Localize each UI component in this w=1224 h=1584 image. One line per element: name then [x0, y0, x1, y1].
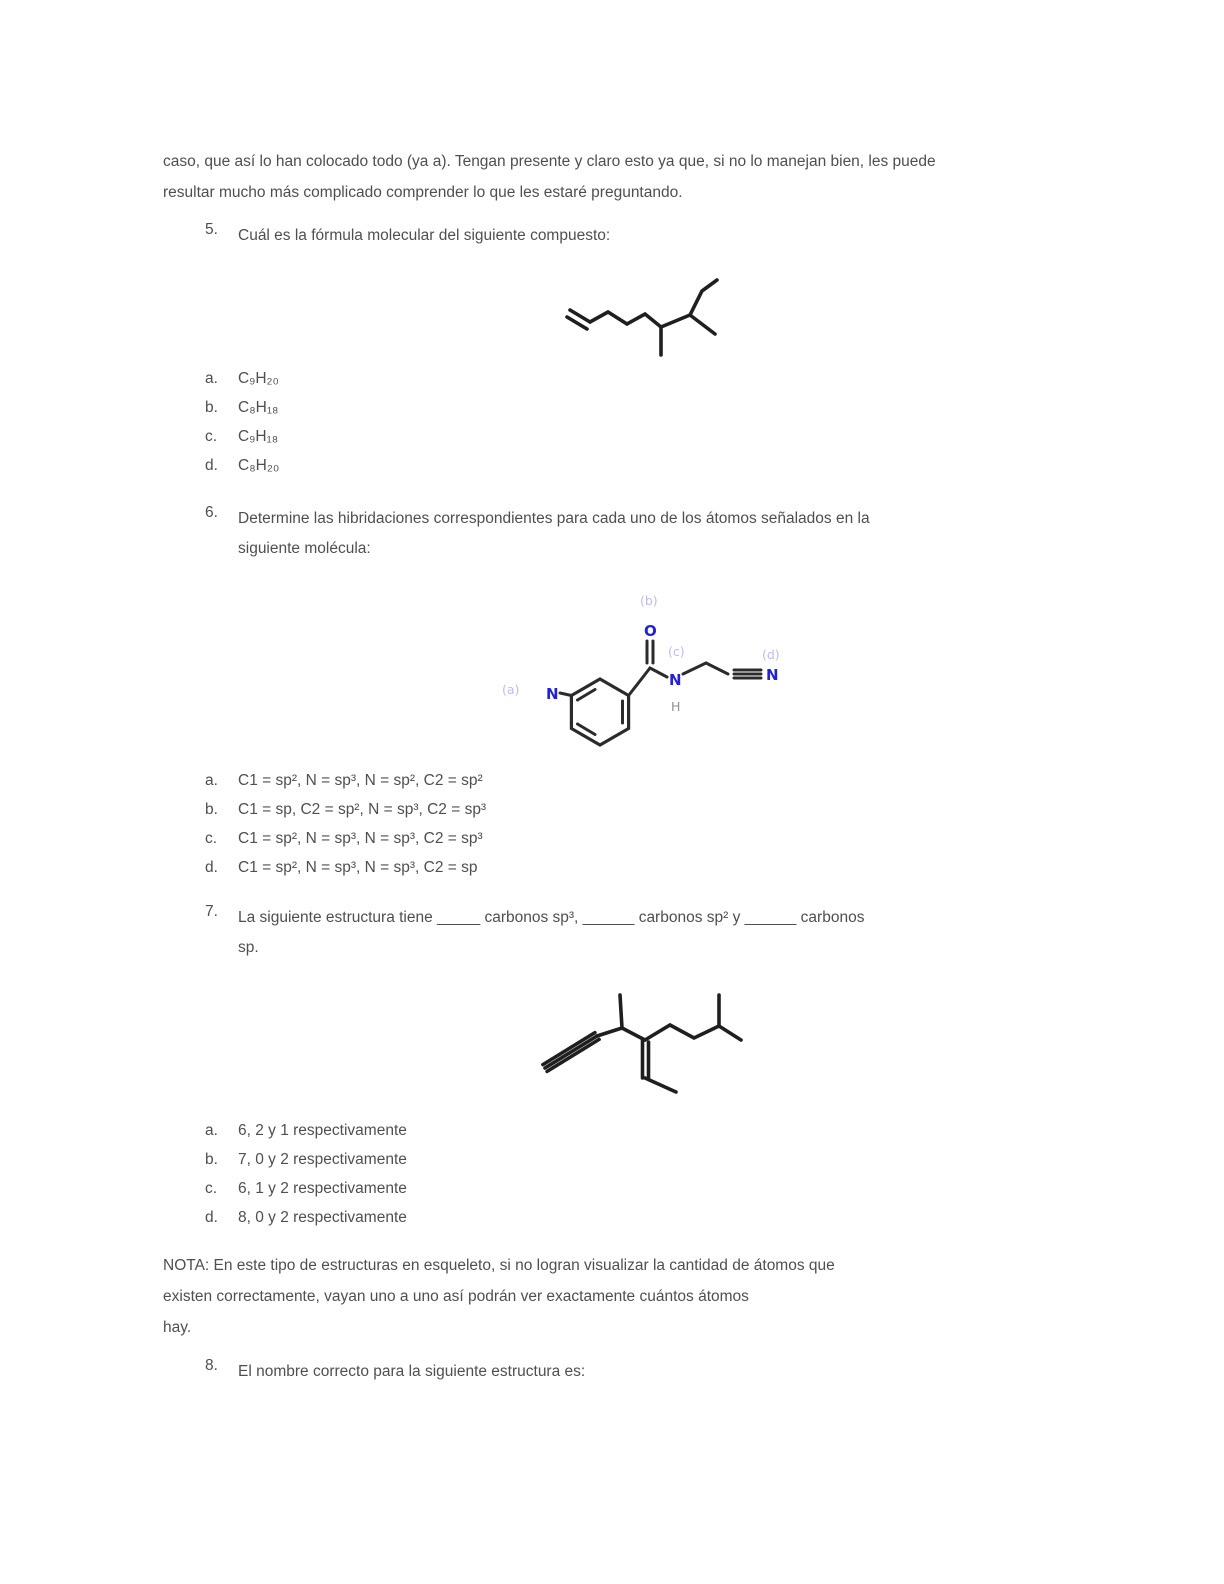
molecule-3-skeletal-structure: [518, 966, 778, 1121]
q6-option-a: [205, 772, 483, 790]
q6-options: [205, 772, 765, 892]
q5-option-c: [205, 428, 278, 446]
q7-option-b: [205, 1151, 407, 1169]
question-6-text: [238, 504, 870, 564]
intro-line-1: caso, que así lo han colocado todo (ya a). Tengan presente y claro esto ya que, si no lo manejan bien, les puede: [163, 153, 936, 170]
note-line-3: hay.: [163, 1319, 192, 1336]
q5-options: [205, 370, 705, 490]
q6-option-c: [205, 830, 483, 848]
q7-option-a-text: 6, 2 y 1 respectivamente: [238, 1122, 407, 1139]
question-7: [205, 903, 864, 963]
q7-option-d-text: 8, 0 y 2 respectivamente: [238, 1209, 407, 1226]
label-b: (b): [640, 593, 658, 608]
intro-paragraph: [163, 146, 1068, 208]
q7-option-c-letter: c.: [205, 1180, 218, 1197]
q6-option-a-letter: a.: [205, 772, 218, 789]
amide-nitrogen-atom: N: [669, 671, 682, 689]
q7-option-a: [205, 1122, 407, 1140]
q7-option-c-text: 6, 1 y 2 respectivamente: [238, 1180, 407, 1197]
q6-option-b-letter: b.: [205, 801, 218, 818]
q5-option-a-text: C₉H₂₀: [238, 370, 279, 387]
question-6-number: 6.: [205, 504, 218, 521]
molecule-1-skeletal-structure: [553, 260, 743, 365]
question-6-text-line1: Determine las hibridaciones correspondientes para cada uno de los átomos señalados en la: [238, 510, 870, 527]
carbonyl-oxygen-atom: O: [644, 622, 657, 640]
question-5: [205, 221, 610, 251]
q5-option-d: [205, 457, 279, 475]
question-8-number: 8.: [205, 1357, 218, 1374]
q7-option-b-letter: b.: [205, 1151, 218, 1168]
q5-option-a-letter: a.: [205, 370, 218, 387]
question-5-text: Cuál es la fórmula molecular del siguiente compuesto:: [238, 227, 611, 244]
q5-option-b-letter: b.: [205, 399, 218, 416]
q6-option-a-text: C1 = sp², N = sp³, N = sp², C2 = sp²: [238, 772, 483, 789]
q7-option-b-text: 7, 0 y 2 respectivamente: [238, 1151, 407, 1168]
question-7-text: [238, 903, 864, 963]
label-c: (c): [668, 644, 685, 659]
q7-option-c: [205, 1180, 407, 1198]
question-7-number: 7.: [205, 903, 218, 920]
q5-option-a: [205, 370, 279, 388]
molecule-2-bonds: [560, 641, 761, 745]
note-paragraph: [163, 1250, 1068, 1343]
intro-line-2: resultar mucho más complicado comprender lo que les estaré preguntando.: [163, 184, 683, 201]
q7-options: [205, 1122, 705, 1242]
q6-option-b-text: C1 = sp, C2 = sp², N = sp³, C2 = sp³: [238, 801, 487, 818]
amide-hydrogen-atom: H: [671, 699, 681, 714]
question-8: [205, 1357, 585, 1387]
q7-option-a-letter: a.: [205, 1122, 218, 1139]
q5-option-c-text: C₉H₁₈: [238, 428, 279, 445]
q6-option-d: [205, 859, 477, 877]
molecule-1-bonds: [567, 280, 717, 355]
q5-option-d-text: C₈H₂₀: [238, 457, 280, 474]
q5-option-b-text: C₈H₁₈: [238, 399, 279, 416]
q6-option-d-text: C1 = sp², N = sp³, N = sp³, C2 = sp: [238, 859, 478, 876]
question-5-number: 5.: [205, 221, 218, 238]
amine-nitrogen-atom: N: [546, 685, 559, 703]
q6-option-b: [205, 801, 486, 819]
q7-option-d: [205, 1209, 407, 1227]
question-6-text-line2: siguiente molécula:: [238, 540, 371, 557]
q5-option-b: [205, 399, 278, 417]
q5-option-c-letter: c.: [205, 428, 218, 445]
note-line-2: existen correctamente, vayan uno a uno así podrán ver exactamente cuántos átomos: [163, 1288, 749, 1305]
nitrile-nitrogen-atom: N: [766, 666, 779, 684]
molecule-3-bonds: [543, 995, 741, 1092]
question-7-text-line2: sp.: [238, 939, 259, 956]
molecule-2-skeletal-structure: [468, 573, 813, 758]
q6-option-c-text: C1 = sp², N = sp³, N = sp³, C2 = sp³: [238, 830, 483, 847]
note-line-1: NOTA: En este tipo de estructuras en esqueleto, si no logran visualizar la cantidad de átomos que: [163, 1257, 835, 1274]
question-6: [205, 504, 870, 564]
question-8-text: El nombre correcto para la siguiente estructura es:: [238, 1363, 586, 1380]
q7-option-d-letter: d.: [205, 1209, 218, 1226]
question-7-text-line1: La siguiente estructura tiene _____ carbonos sp³, ______ carbonos sp² y ______ carbonos: [238, 909, 865, 926]
q6-option-c-letter: c.: [205, 830, 218, 847]
label-a: (a): [502, 682, 520, 697]
label-d: (d): [762, 647, 780, 662]
q5-option-d-letter: d.: [205, 457, 218, 474]
q6-option-d-letter: d.: [205, 859, 218, 876]
